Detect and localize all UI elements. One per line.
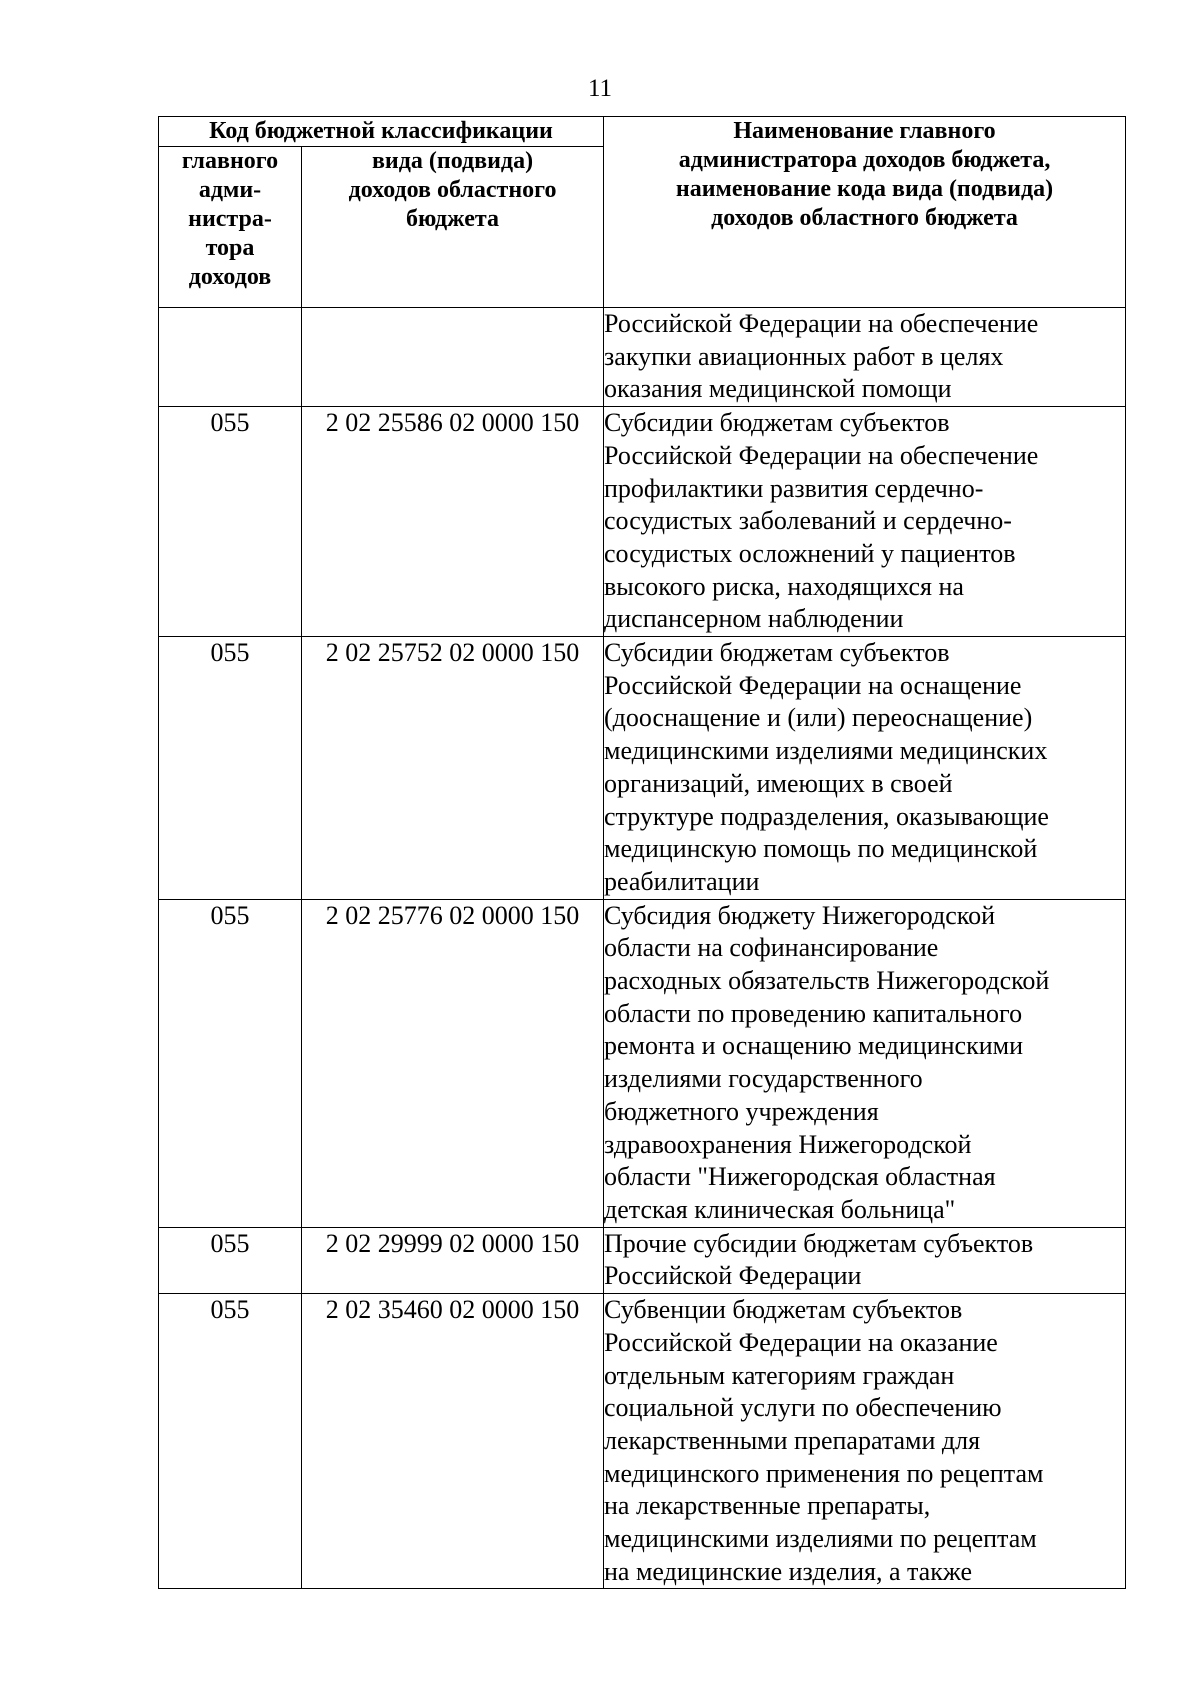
income-name-line: детская клиническая больница" <box>604 1194 956 1224</box>
income-name-line: организаций, имеющих в своей <box>604 768 953 798</box>
income-kind-code-cell: 2 02 25776 02 0000 150 <box>302 899 604 1227</box>
income-name-line: структуре подразделения, оказывающие <box>604 801 1049 831</box>
income-name-line: отдельным категориям граждан <box>604 1360 955 1390</box>
header-kind-column <box>302 147 604 308</box>
admin-code-cell: 055 <box>159 637 302 900</box>
income-name-line: Российской Федерации <box>604 1261 862 1291</box>
header-name-line: администратора доходов бюджета, <box>678 147 1051 173</box>
header-admin-line: тора <box>205 235 255 261</box>
header-name-column <box>604 117 1126 308</box>
admin-code-cell: 055 <box>159 1227 302 1293</box>
income-name-cell <box>604 308 1126 407</box>
income-name-line: закупки авиационных работ в целях <box>604 341 1004 371</box>
income-name-line: оказания медицинской помощи <box>604 374 952 404</box>
admin-code-cell: 055 <box>159 407 302 637</box>
income-name-line: здравоохранения Нижегородской <box>604 1129 972 1159</box>
income-name-line: профилактики развития сердечно- <box>604 473 984 503</box>
table-header <box>159 117 1126 308</box>
income-name-line: Субсидия бюджету Нижегородской <box>604 900 996 930</box>
income-name-line: медицинскими изделиями по рецептам <box>604 1524 1037 1554</box>
budget-classification-table <box>158 116 1126 1589</box>
header-kind-line: бюджета <box>406 206 499 232</box>
income-name-line: медицинского применения по рецептам <box>604 1458 1044 1488</box>
header-admin-line: адми- <box>198 177 262 203</box>
income-name-line: области по проведению капитального <box>604 998 1023 1028</box>
admin-code-cell <box>159 308 302 407</box>
income-name-line: социальной услуги по обеспечению <box>604 1393 1002 1423</box>
income-name-line: на медицинские изделия, а также <box>604 1556 973 1586</box>
admin-code-cell: 055 <box>159 1294 302 1589</box>
admin-code-cell: 055 <box>159 899 302 1227</box>
income-name-line: бюджетного учреждения <box>604 1096 879 1126</box>
header-admin-line: доходов <box>188 264 272 290</box>
income-name-cell <box>604 899 1126 1227</box>
income-name-line: сосудистых заболеваний и сердечно- <box>604 506 1012 536</box>
income-name-line: ремонта и оснащению медицинскими <box>604 1031 1023 1061</box>
income-name-line: высокого риска, находящихся на <box>604 571 964 601</box>
income-name-line: Российской Федерации на обеспечение <box>604 440 1039 470</box>
income-name-line: изделиями государственного <box>604 1064 923 1094</box>
income-kind-code-cell: 2 02 25752 02 0000 150 <box>302 637 604 900</box>
income-name-cell <box>604 637 1126 900</box>
header-budget-classification-code: Код бюджетной классификации <box>159 117 604 147</box>
header-kind-line: доходов областного <box>348 177 557 203</box>
table-row <box>159 637 1126 900</box>
page-number: 11 <box>587 75 613 102</box>
income-name-line: реабилитации <box>604 866 760 896</box>
income-name-line: Субсидии бюджетам субъектов <box>604 638 950 668</box>
income-name-line: лекарственными препаратами для <box>604 1425 981 1455</box>
header-name-line: наименование кода вида (подвида) <box>675 176 1054 202</box>
header-kind-line: вида (подвида) <box>371 148 534 174</box>
header-admin-line: нистра- <box>188 206 272 232</box>
header-row-group <box>159 117 1126 147</box>
table-row <box>159 899 1126 1227</box>
table-body <box>159 308 1126 1589</box>
income-name-line: диспансерном наблюдении <box>604 604 904 634</box>
income-name-line: области "Нижегородская областная <box>604 1162 996 1192</box>
income-name-cell <box>604 1227 1126 1293</box>
income-name-line: Российской Федерации на оказание <box>604 1327 998 1357</box>
header-admin-column <box>159 147 302 308</box>
income-kind-code-cell <box>302 308 604 407</box>
income-name-line: Прочие субсидии бюджетам субъектов <box>604 1228 1034 1258</box>
income-name-line: Российской Федерации на обеспечение <box>604 309 1039 338</box>
income-name-line: области на софинансирование <box>604 933 939 963</box>
income-kind-code-cell: 2 02 35460 02 0000 150 <box>302 1294 604 1589</box>
income-name-line: расходных обязательств Нижегородской <box>604 966 1050 996</box>
header-admin-line: главного <box>181 148 279 174</box>
income-name-line: Российской Федерации на оснащение <box>604 670 1022 700</box>
income-name-line: (дооснащение и (или) переоснащение) <box>604 703 1033 733</box>
header-name-line: доходов областного бюджета <box>711 205 1018 231</box>
table-row <box>159 407 1126 637</box>
income-name-line: медицинскими изделиями медицинских <box>604 736 1048 766</box>
table-row <box>159 1227 1126 1293</box>
header-name-line: Наименование главного <box>733 118 996 144</box>
income-name-cell <box>604 1294 1126 1589</box>
table-row <box>159 308 1126 407</box>
table-row <box>159 1294 1126 1589</box>
income-name-line: Субсидии бюджетам субъектов <box>604 408 950 438</box>
income-name-line: Субвенции бюджетам субъектов <box>604 1295 963 1325</box>
income-name-cell <box>604 407 1126 637</box>
income-kind-code-cell: 2 02 29999 02 0000 150 <box>302 1227 604 1293</box>
income-kind-code-cell: 2 02 25586 02 0000 150 <box>302 407 604 637</box>
income-name-line: медицинскую помощь по медицинской <box>604 834 1038 864</box>
income-name-line: сосудистых осложнений у пациентов <box>604 538 1016 568</box>
income-name-line: на лекарственные препараты, <box>604 1491 931 1521</box>
